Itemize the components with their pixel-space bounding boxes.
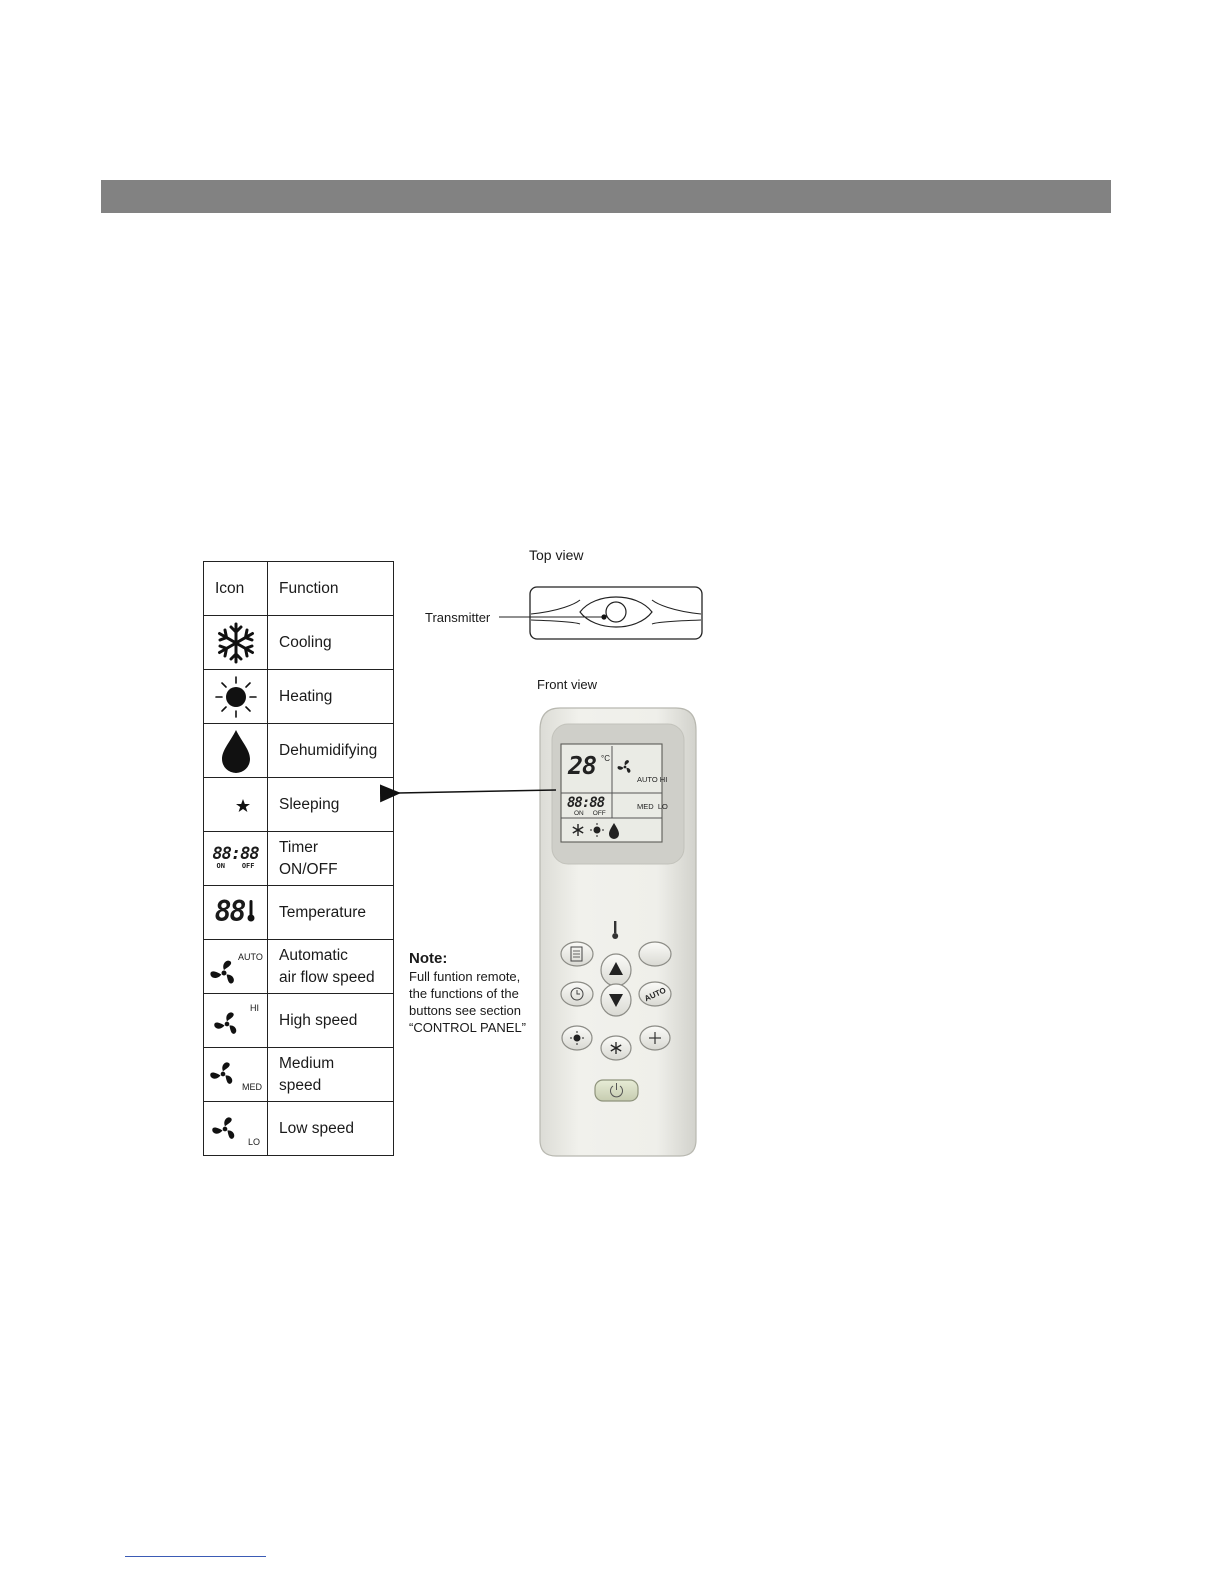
function-label: Dehumidifying xyxy=(268,724,394,778)
footnote-rule xyxy=(125,1556,266,1557)
function-label: Low speed xyxy=(268,1102,394,1156)
lcd-fan-speeds: AUTO HI MED LO xyxy=(637,775,668,811)
timer-button[interactable] xyxy=(561,982,593,1006)
auto-button[interactable] xyxy=(639,982,671,1006)
fan-button[interactable] xyxy=(640,1026,670,1050)
temperature-digits-icon: 88 xyxy=(215,897,257,927)
fan-med-icon: MED xyxy=(204,1053,267,1097)
lcd-on-off: ON OFF xyxy=(574,810,606,817)
fan-hi-icon: HI xyxy=(204,999,267,1043)
header-function: Function xyxy=(268,562,394,616)
front-view-label: Front view xyxy=(537,677,597,692)
heat-button[interactable] xyxy=(562,1026,592,1050)
top-view-label: Top view xyxy=(529,547,584,563)
sun-icon xyxy=(574,1035,581,1042)
note-title: Note: xyxy=(409,950,448,967)
function-label: High speed xyxy=(268,994,394,1048)
fan-auto-icon: AUTO xyxy=(204,945,267,989)
lcd-temp: 28 xyxy=(568,751,597,780)
function-label: Cooling xyxy=(268,616,394,670)
function-label: Timer ON/OFF xyxy=(268,832,394,886)
temp-up-button[interactable] xyxy=(601,954,631,986)
function-label: Temperature xyxy=(268,886,394,940)
temp-down-button[interactable] xyxy=(601,984,631,1016)
function-label: Heating xyxy=(268,670,394,724)
function-label: Sleeping xyxy=(268,778,394,832)
note-body: Full funtion remote, the functions of the buttons see section “CONTROL PANEL” xyxy=(409,969,527,1035)
cool-button[interactable] xyxy=(601,1036,631,1060)
function-label: Automatic air flow speed xyxy=(268,940,394,994)
power-button[interactable] xyxy=(595,1080,638,1101)
remote-front-view xyxy=(540,708,696,1156)
timer-digits-icon: 88:88 ON OFF xyxy=(212,844,259,870)
fan-lo-icon: LO xyxy=(204,1107,267,1151)
auto-button-label: AUTO xyxy=(643,985,668,1004)
top-view-drawing xyxy=(499,587,702,639)
mode-button[interactable] xyxy=(561,942,593,966)
pointer-arrow xyxy=(398,790,556,793)
function-label: Medium speed xyxy=(268,1048,394,1102)
header-icon: Icon xyxy=(204,562,268,616)
lcd-timer: 88:88 xyxy=(567,795,605,811)
lcd-unit: °C xyxy=(601,754,610,763)
transmitter-label: Transmitter xyxy=(425,610,491,625)
sleep-button[interactable] xyxy=(639,942,671,966)
